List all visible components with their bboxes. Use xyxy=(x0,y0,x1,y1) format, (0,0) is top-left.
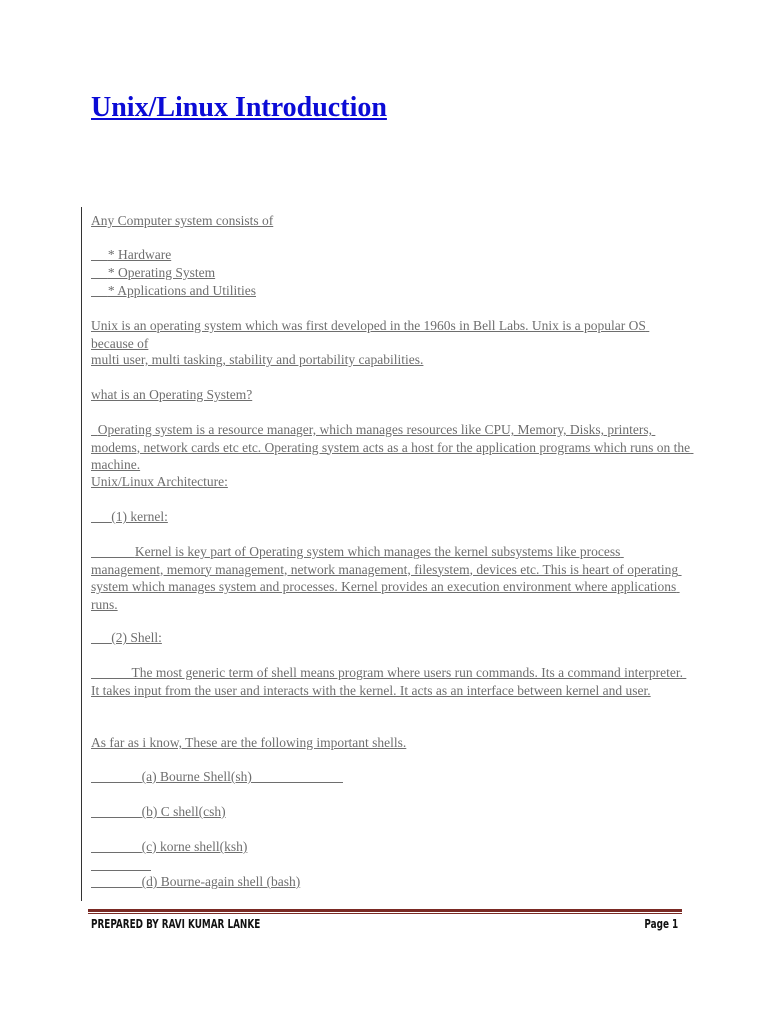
architecture-heading: Unix/Linux Architecture: xyxy=(91,474,228,489)
os-definition-paragraph: Operating system is a resource manager, which manages resources like CPU, Memory, Disks, printers, modems, network cards etc etc. Operating system acts as a host for the application programs which runs on the machine. xyxy=(91,422,694,472)
shell-list-item-csh: (b) C shell(csh) xyxy=(91,804,226,819)
kernel-heading: (1) kernel: xyxy=(91,509,168,524)
os-question-heading: what is an Operating System? xyxy=(91,387,253,402)
footer-rule-thin xyxy=(88,913,682,914)
footer-rule-thick xyxy=(88,909,682,912)
shell-paragraph: The most generic term of shell means program where users run commands. Its a command interpreter. It takes input from the user and interacts with the kernel. It acts as an interface between kernel and user. xyxy=(91,665,687,698)
kernel-paragraph: Kernel is key part of Operating system which manages the kernel subsystems like process management, memory management, network management, filesystem, devices etc. This is heart of operating system which manages system and processes. Kernel provides an execution environment where applications runs. xyxy=(91,544,682,612)
shell-list-item-sh: (a) Bourne Shell(sh) xyxy=(91,769,343,784)
list-item-hardware: * Hardware xyxy=(91,247,172,262)
unix-capabilities-line: multi user, multi tasking, stability and portability capabilities. xyxy=(91,352,424,367)
footer-page-number: Page 1 xyxy=(644,917,678,931)
short-underline-rule xyxy=(91,870,151,871)
shell-heading: (2) Shell: xyxy=(91,630,162,645)
footer-author: PREPARED BY RAVI KUMAR LANKE xyxy=(91,917,261,931)
left-margin-rule xyxy=(81,207,82,901)
shell-list-item-ksh: (c) korne shell(ksh) xyxy=(91,839,248,854)
unix-history-paragraph: Unix is an operating system which was first developed in the 1960s in Bell Labs. Unix is a popular OS because of xyxy=(91,318,650,351)
intro-line: Any Computer system consists of xyxy=(91,213,274,228)
list-item-operating-system: * Operating System xyxy=(91,265,216,280)
page-title: Unix/Linux Introduction xyxy=(91,92,387,123)
list-item-applications: * Applications and Utilities xyxy=(91,283,256,298)
shell-list-item-bash: (d) Bourne-again shell (bash) xyxy=(91,874,301,889)
shells-intro-line: As far as i know, These are the following important shells. xyxy=(91,735,407,750)
